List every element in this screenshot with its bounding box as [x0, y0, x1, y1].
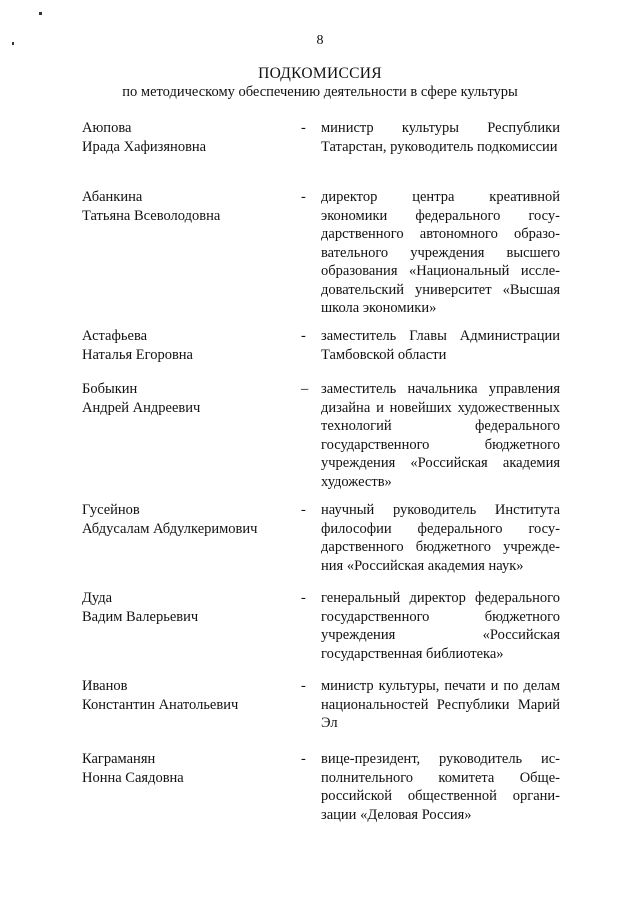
page-title: ПОДКОМИССИЯ — [258, 65, 382, 82]
member-given-names: Татьяна Всеволодовна — [82, 207, 221, 224]
member-given-names: Андрей Андреевич — [82, 399, 201, 416]
member-dash: - — [301, 751, 306, 767]
member-name — [82, 380, 292, 417]
member-dash: – — [301, 381, 309, 397]
member-given-names: Ирада Хафизяновна — [82, 138, 207, 155]
member-dash: - — [301, 502, 306, 518]
member-name — [82, 327, 292, 364]
page-subtitle: по методическому обеспечению деятельности в сфере культуры — [122, 84, 518, 100]
member-surname: Бобыкин — [82, 381, 138, 397]
page-number: 8 — [316, 33, 324, 48]
member-surname: Астафьева — [82, 328, 148, 344]
member-given-names: Нонна Саядовна — [82, 769, 184, 786]
member-name — [82, 677, 292, 714]
member-role: вице-президент, руководитель исполнительного комитета Общероссийской общественной организации «Деловая Россия» — [321, 751, 560, 823]
member-role: заместитель Главы Администрации Тамбовской области — [321, 328, 560, 363]
member-dash: - — [301, 590, 306, 606]
member-name — [82, 750, 292, 787]
member-name — [82, 188, 292, 225]
member-name — [82, 589, 292, 626]
member-surname: Аюпова — [82, 120, 132, 136]
member-role: заместитель начальника управления дизайна и новейших художественных технологий федерального государственного бюджетного учреждения «Российская академия художеств» — [321, 381, 560, 490]
member-given-names: Константин Анатольевич — [82, 696, 239, 713]
member-given-names: Наталья Егоровна — [82, 346, 193, 363]
member-role: директор центра креативной экономики федерального государственного автономного образовательного учреждения высшего образования «Национальный исследовательский университет «Высшая школа экономики» — [321, 189, 560, 316]
member-given-names: Вадим Валерьевич — [82, 608, 199, 625]
member-role: министр культуры, печати и по делам национальностей Республики Марий Эл — [321, 678, 560, 731]
member-surname: Дуда — [82, 590, 113, 606]
member-surname: Иванов — [82, 678, 128, 694]
member-name — [82, 501, 292, 538]
member-role: министр культуры Республики Татарстан, руководитель подкомиссии — [321, 120, 560, 155]
member-surname: Гусейнов — [82, 502, 140, 518]
scan-speck — [39, 12, 42, 15]
member-role: научный руководитель Института философии федерального государственного бюджетного учреждения «Российская академия наук» — [321, 502, 560, 574]
member-name — [82, 119, 292, 156]
member-role: генеральный директор федерального государственного бюджетного учреждения «Российская государственная библиотека» — [321, 590, 560, 662]
member-dash: - — [301, 678, 306, 694]
member-dash: - — [301, 189, 306, 205]
member-given-names: Абдусалам Абдулкеримович — [82, 520, 258, 537]
member-surname: Абанкина — [82, 189, 143, 205]
member-dash: - — [301, 328, 306, 344]
member-dash: - — [301, 120, 306, 136]
member-surname: Каграманян — [82, 751, 156, 767]
